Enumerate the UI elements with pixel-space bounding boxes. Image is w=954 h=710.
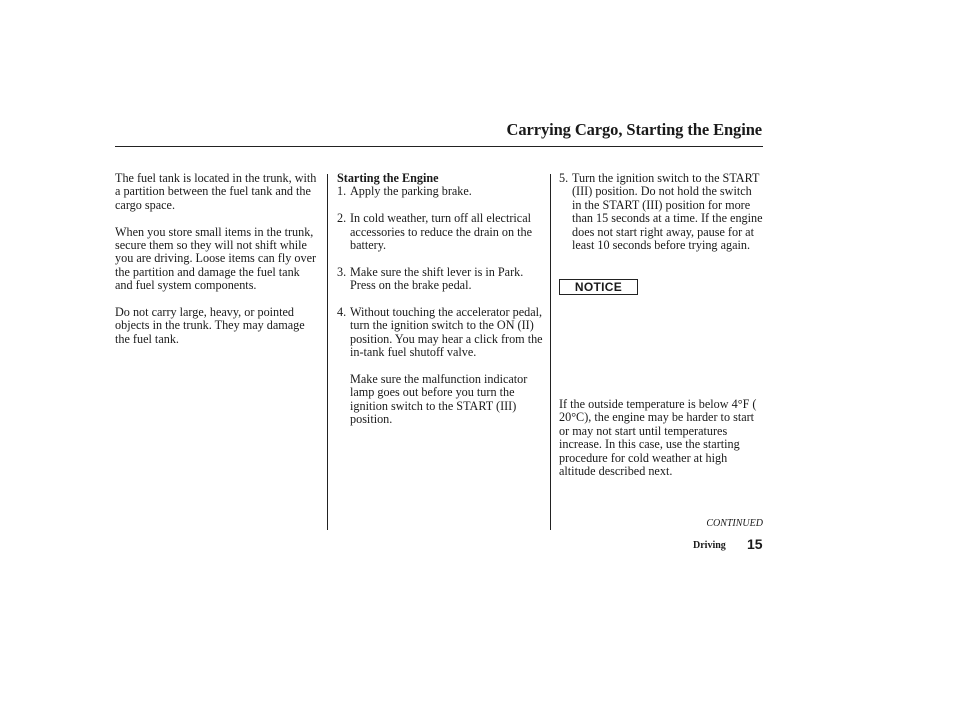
- step-number: 2.: [337, 211, 347, 226]
- step-number: 1.: [337, 184, 347, 199]
- step-text: Without touching the accelerator pedal, turn the ignition switch to the ON (II) position. You may hear a click from the in-tank fuel shutoff valve.: [350, 305, 543, 360]
- page-number: 15: [747, 536, 763, 552]
- step-2: [337, 212, 547, 252]
- paragraph: When you store small items in the trunk, secure them so they will not shift while you are driving. Loose items can fly over the partition and damage the fuel tank and fuel system components.: [115, 224, 317, 293]
- cold-temperature-note: If the outside temperature is below 4°F ( 20°C), the engine may be harder to start or may not start until temperatures increase. In this case, use the starting procedure for cold weather at high altitude described next.: [559, 397, 757, 479]
- step-number: 4.: [337, 305, 347, 320]
- continued-label: CONTINUED: [706, 518, 763, 529]
- step-text: Make sure the shift lever is in Park. Press on the brake pedal.: [350, 264, 524, 293]
- notice-label: NOTICE: [559, 279, 638, 295]
- section-heading: Starting the Engine: [337, 171, 439, 185]
- right-column: [559, 172, 763, 252]
- step-text: Apply the parking brake.: [350, 184, 472, 199]
- step-1: [337, 185, 547, 198]
- middle-column: [337, 172, 547, 427]
- step-number: 5.: [559, 171, 569, 185]
- column-divider-left: [327, 174, 328, 530]
- paragraph: The fuel tank is located in the trunk, with a partition between the fuel tank and the cargo space.: [115, 171, 317, 212]
- left-column: [115, 172, 320, 360]
- step-text: Turn the ignition switch to the START (III) position. Do not hold the switch in the START (III) position for more than 15 seconds at a time. If the engine does not start right away, pause for at least 10 seconds before trying again.: [572, 171, 763, 253]
- step-4: [337, 306, 547, 360]
- step-4-note: Make sure the malfunction indicator lamp goes out before you turn the ignition switch to the START (III) position.: [350, 372, 528, 427]
- step-text: In cold weather, turn off all electrical accessories to reduce the drain on the battery.: [350, 211, 533, 253]
- section-name: Driving: [693, 540, 726, 551]
- column-divider-right: [550, 174, 551, 530]
- page-title: Carrying Cargo, Starting the Engine: [506, 120, 762, 139]
- header-rule: [115, 146, 763, 147]
- step-5: [559, 172, 763, 252]
- step-3: [337, 266, 547, 293]
- step-number: 3.: [337, 264, 347, 279]
- paragraph: Do not carry large, heavy, or pointed objects in the trunk. They may damage the fuel tank.: [115, 305, 305, 346]
